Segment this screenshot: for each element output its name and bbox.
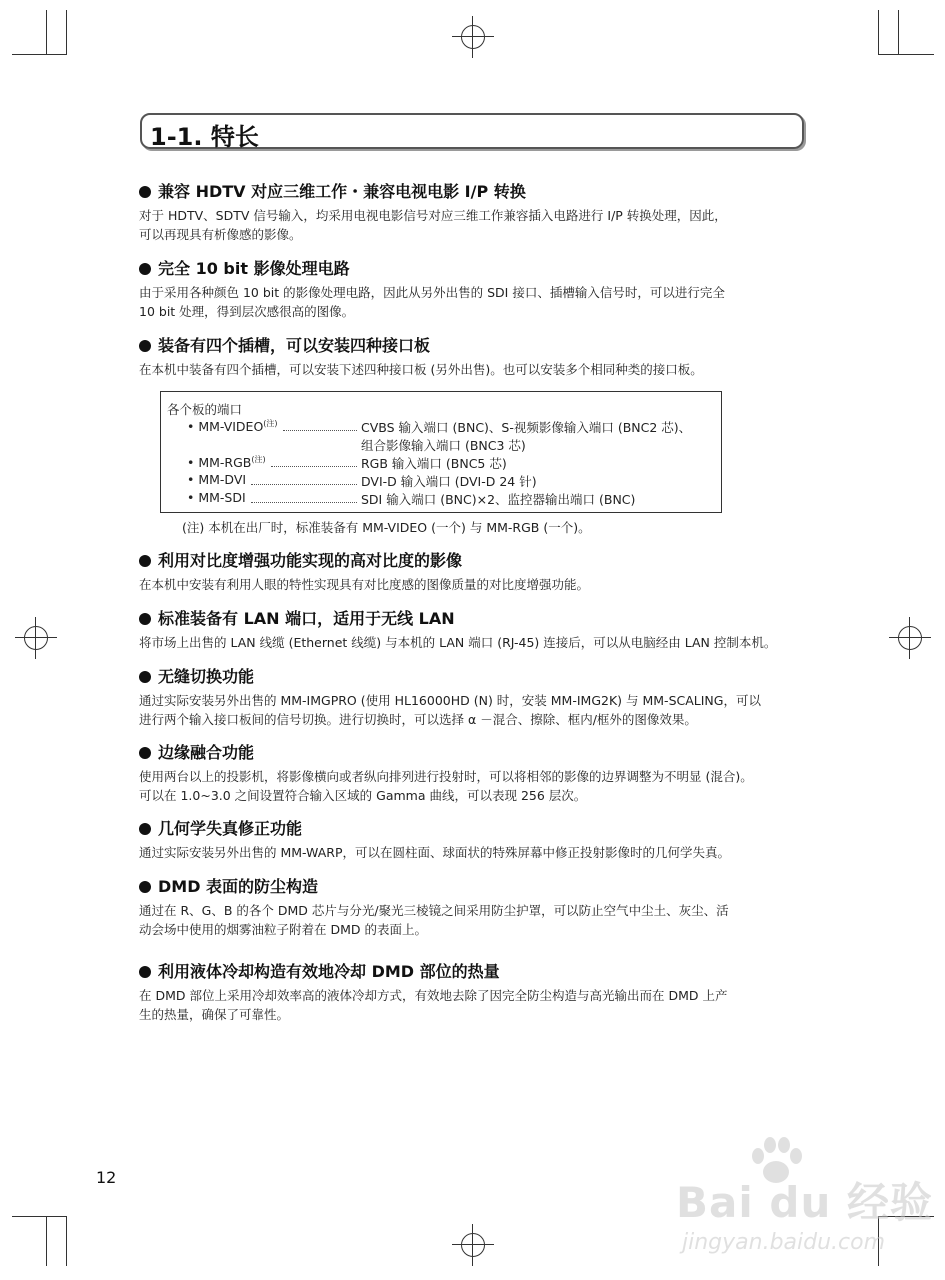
- section-text-line: 通过实际安装另外出售的 MM-WARP，可以在圆柱面、球面状的特殊屏幕中修正投射影像时的几何学失真。: [139, 845, 730, 860]
- port-description: RGB 输入端口 (BNC5 芯): [361, 456, 507, 471]
- feature-section: [139, 666, 809, 729]
- feature-section: [139, 335, 809, 379]
- baidu-watermark: [668, 1132, 933, 1272]
- leader-dots: [271, 466, 357, 467]
- bullet-icon: [139, 186, 151, 198]
- registration-mark-bottom: [461, 1233, 485, 1257]
- section-title: 标准装备有 LAN 端口，适用于无线 LAN: [158, 609, 455, 628]
- feature-section: [139, 181, 809, 244]
- note-mark: (注): [263, 419, 278, 428]
- crop-mark: [66, 10, 67, 55]
- port-name: • MM-DVI: [187, 472, 247, 487]
- section-text-line: 通过实际安装另外出售的 MM-IMGPRO (使用 HL16000HD (N) 时，安装 MM-IMG2K) 与 MM-SCALING，可以: [139, 693, 761, 708]
- bullet-icon: [139, 263, 151, 275]
- bullet-icon: [139, 881, 151, 893]
- section-text-line: 可以在 1.0~3.0 之间设置符合输入区域的 Gamma 曲线，可以表现 256 层次。: [139, 788, 587, 803]
- section-text-line: 对于 HDTV、SDTV 信号输入，均采用电视电影信号对应三维工作兼容插入电路进行 I/P 转换处理，因此，: [139, 208, 727, 223]
- page-title: 1-1. 特长: [150, 123, 259, 151]
- section-title: 利用对比度增强功能实现的高对比度的影像: [158, 551, 463, 570]
- leader-dots: [283, 430, 357, 431]
- crop-mark: [878, 10, 879, 55]
- leader-dots: [251, 502, 357, 503]
- port-name: • MM-VIDEO: [187, 419, 264, 435]
- section-title: 几何学失真修正功能: [158, 819, 303, 838]
- port-row: [187, 490, 717, 508]
- watermark-brand: Bai du 经验: [676, 1178, 933, 1227]
- port-row: [187, 418, 717, 436]
- bullet-icon: [139, 340, 151, 352]
- section-title: 装备有四个插槽，可以安装四种接口板: [158, 336, 431, 355]
- bullet-icon: [139, 823, 151, 835]
- section-text-line: 通过在 R、G、B 的各个 DMD 芯片与分光/聚光三棱镜之间采用防尘护罩，可以防止空气中尘土、灰尘、活: [139, 903, 729, 918]
- feature-section: [139, 608, 809, 652]
- feature-section: [139, 258, 809, 321]
- page-number: 12: [96, 1168, 117, 1187]
- port-description: 组合影像输入端口 (BNC3 芯): [361, 438, 526, 453]
- section-title: 无缝切换功能: [158, 667, 255, 686]
- bullet-icon: [139, 613, 151, 625]
- port-description: DVI-D 输入端口 (DVI-D 24 针): [361, 474, 537, 489]
- registration-mark-right: [898, 626, 922, 650]
- port-name: • MM-SDI: [187, 490, 246, 505]
- section-text-line: 将市场上出售的 LAN 线缆 (Ethernet 线缆) 与本机的 LAN 端口 (RJ-45) 连接后，可以从电脑经由 LAN 控制本机。: [139, 635, 777, 650]
- bullet-icon: [139, 555, 151, 567]
- registration-mark-top: [461, 25, 485, 49]
- section-title: 边缘融合功能: [158, 743, 255, 762]
- section-title: DMD 表面的防尘构造: [158, 877, 319, 896]
- section-text-line: 在本机中装备有四个插槽，可以安装下述四种接口板 (另外出售)。也可以安装多个相同种类的接口板。: [139, 362, 703, 377]
- crop-mark: [878, 54, 934, 55]
- feature-section: [139, 961, 809, 1024]
- port-row: [187, 436, 717, 454]
- feature-section: [139, 876, 809, 939]
- section-text-line: 在 DMD 部位上采用冷却效率高的液体冷却方式，有效地去除了因完全防尘构造与高光输出而在 DMD 上产: [139, 988, 728, 1003]
- port-footnote: (注) 本机在出厂时，标准装备有 MM-VIDEO (一个) 与 MM-RGB (一个)。: [182, 520, 591, 535]
- section-text-line: 动会场中使用的烟雾油粒子附着在 DMD 的表面上。: [139, 922, 427, 937]
- note-mark: (注): [251, 455, 266, 464]
- bullet-icon: [139, 966, 151, 978]
- port-name: • MM-RGB: [187, 455, 252, 471]
- section-title: 完全 10 bit 影像处理电路: [158, 259, 350, 278]
- section-text-line: 使用两台以上的投影机，将影像横向或者纵向排列进行投射时，可以将相邻的影像的边界调整为不明显 (混合)。: [139, 769, 753, 784]
- crop-mark: [12, 54, 66, 55]
- feature-section: [139, 550, 809, 594]
- leader-dots: [251, 484, 357, 485]
- feature-section: [139, 742, 809, 805]
- crop-mark: [66, 1216, 67, 1266]
- watermark-url: jingyan.baidu.com: [682, 1230, 886, 1255]
- page-title-box: [140, 113, 804, 149]
- section-title: 利用液体冷却构造有效地冷却 DMD 部位的热量: [158, 962, 500, 981]
- crop-mark: [46, 10, 47, 55]
- section-text-line: 10 bit 处理，得到层次感很高的图像。: [139, 304, 355, 319]
- port-row: [187, 454, 717, 472]
- crop-mark: [898, 10, 899, 55]
- port-box-title: 各个板的端口: [167, 402, 243, 417]
- section-text-line: 生的热量，确保了可靠性。: [139, 1007, 290, 1022]
- port-row: [187, 472, 717, 490]
- crop-mark: [12, 1216, 66, 1217]
- section-text-line: 由于采用各种颜色 10 bit 的影像处理电路，因此从另外出售的 SDI 接口、插槽输入信号时，可以进行完全: [139, 285, 725, 300]
- section-text-line: 在本机中安装有利用人眼的特性实现具有对比度感的图像质量的对比度增强功能。: [139, 577, 590, 592]
- crop-mark: [46, 1216, 47, 1266]
- bullet-icon: [139, 747, 151, 759]
- registration-mark-left: [24, 626, 48, 650]
- section-text-line: 进行两个输入接口板间的信号切换。进行切换时，可以选择 α －混合、擦除、框内/框外的图像效果。: [139, 712, 697, 727]
- port-description: CVBS 输入端口 (BNC)、S-视频影像输入端口 (BNC2 芯)、: [361, 420, 692, 435]
- port-table-box: [160, 391, 722, 513]
- section-title: 兼容 HDTV 对应三维工作・兼容电视电影 I/P 转换: [158, 182, 526, 201]
- bullet-icon: [139, 671, 151, 683]
- feature-section: [139, 818, 809, 862]
- section-text-line: 可以再现具有析像感的影像。: [139, 227, 302, 242]
- port-description: SDI 输入端口 (BNC)×2、监控器输出端口 (BNC): [361, 492, 636, 507]
